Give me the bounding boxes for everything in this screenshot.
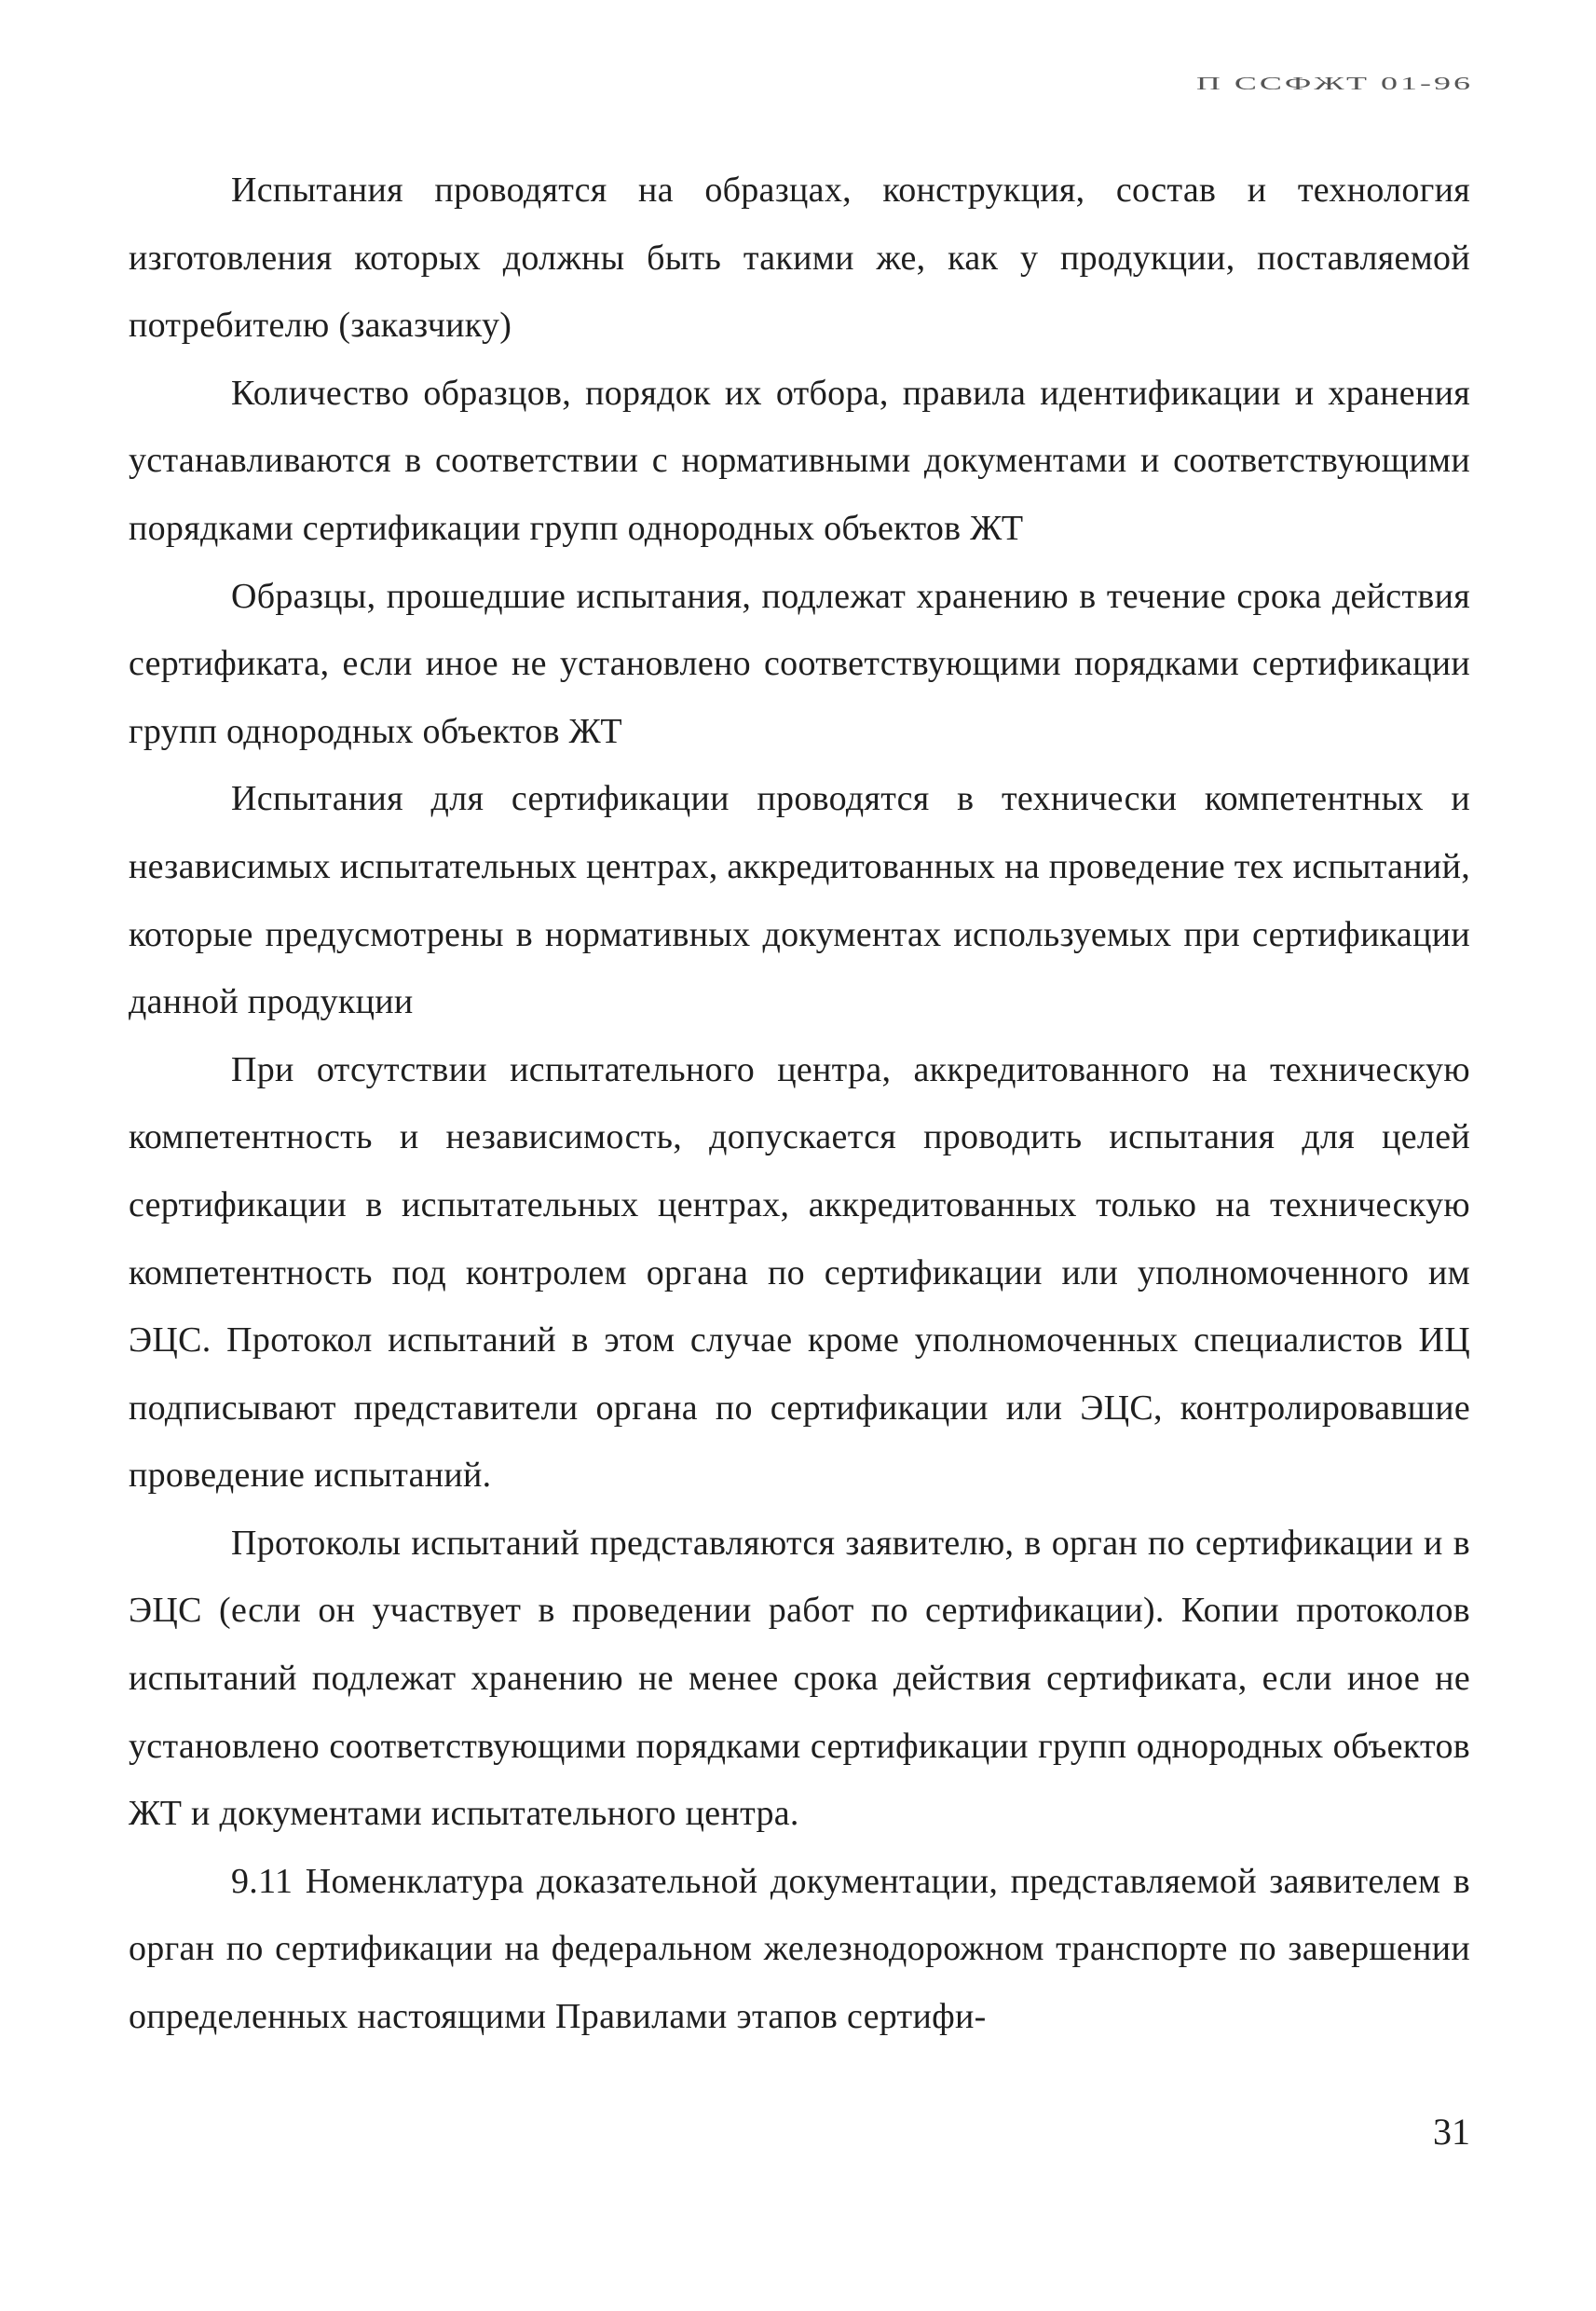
paragraph-testing-centers: Испытания для сертификации проводятся в технически компетентных и независимых испытательных центрах, аккредитованных на проведение тех испытаний, которые предусмотрены в нормативных документах используемых при сертификации данной продукции: [129, 779, 1470, 1022]
paragraph-test-protocols: Протоколы испытаний представляются заявителю, в орган по сертификации и в ЭЦС (если он участвует в проведении работ по сертификации). Копии протоколов испытаний подлежат хранению не менее срока действия сертификата, если иное не установлено соответствующими порядками сертификации групп однородных объектов ЖТ и документами испытательного центра.: [129, 1523, 1470, 1834]
document-body: [129, 157, 1470, 2051]
paragraph-sample-storage: Образцы, прошедшие испытания, подлежат хранению в течение срока действия сертификата, если иное не установлено соответствующими порядками сертификации групп однородных объектов ЖТ: [129, 576, 1470, 751]
paragraph-samples-requirements: Испытания проводятся на образцах, конструкция, состав и технология изготовления которых должны быть такими же, как у продукции, поставляемой потребителю (заказчику): [129, 171, 1470, 346]
paragraph-section-9-11: 9.11 Номенклатура доказательной документации, представляемой заявителем в орган по сертификации на федеральном железнодорожном транспорте по завершении определенных настоящими Правилами этапов сертифи-: [129, 1861, 1470, 2037]
document-code-header: П ССФЖТ 01-96: [1195, 73, 1473, 94]
page-number: 31: [1433, 2111, 1470, 2153]
paragraph-sample-quantity: Количество образцов, порядок их отбора, правила идентификации и хранения устанавливаются в соответствии с нормативными документами и соответствующими порядками сертификации групп однородных объектов ЖТ: [129, 373, 1470, 548]
paragraph-absence-of-center: При отсутствии испытательного центра, аккредитованного на техническую компетентность и независимость, допускается проводить испытания для целей сертификации в испытательных центрах, аккредитованных только на техническую компетентность под контролем органа по сертификации или уполномоченного им ЭЦС. Протокол испытаний в этом случае кроме уполномоченных специалистов ИЦ подписывают представители органа по сертификации или ЭЦС, контролировавшие проведение испытаний.: [129, 1049, 1470, 1496]
